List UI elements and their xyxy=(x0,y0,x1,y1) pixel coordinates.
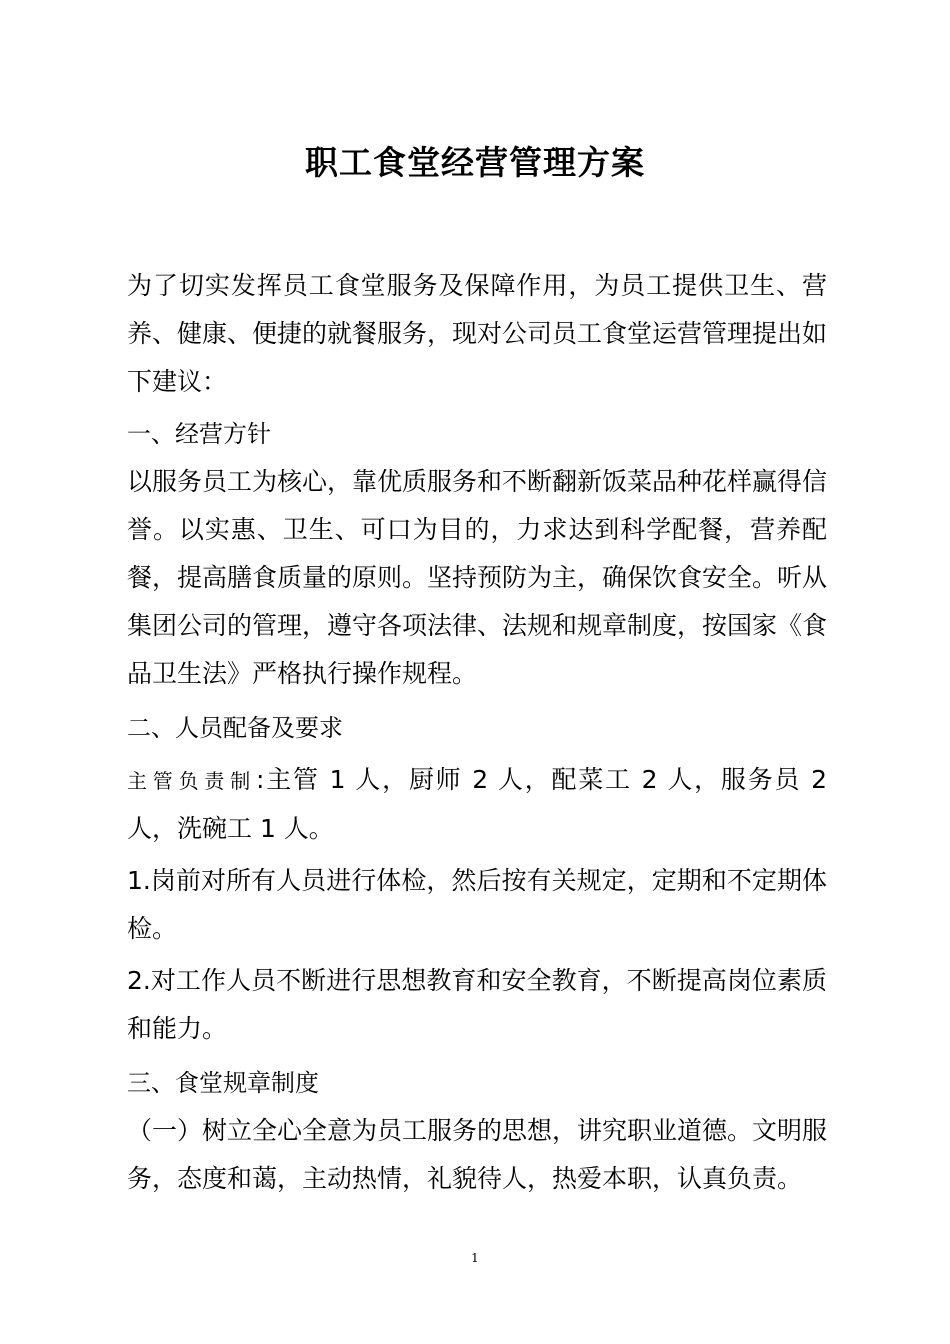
document-body xyxy=(127,262,827,1203)
staffing-item-1: 1.岗前对所有人员进行体检，然后按有关规定，定期和不定期体检。 xyxy=(127,866,827,943)
intro-paragraph: 为了切实发挥员工食堂服务及保障作用，为员工提供卫生、营养、健康、便捷的就餐服务，现对公司员工食堂运营管理提出如下建议： xyxy=(127,271,828,396)
page-number: 1 xyxy=(471,1251,479,1265)
staffing-label: 主管负责制 xyxy=(127,769,257,793)
staffing-details: :主管 1 人，厨师 2 人，配菜工 2 人，服务员 2 人，洗碗工 1 人。 xyxy=(127,765,827,843)
document-title: 职工食堂经营管理方案 xyxy=(305,143,645,182)
rules-item-1: （一）树立全心全意为员工服务的思想，讲究职业道德。文明服务，态度和蔼，主动热情，礼貌待人，热爱本职，认真负责。 xyxy=(127,1116,828,1193)
staffing-paragraph xyxy=(127,756,827,853)
section-heading-rules: 三、食堂规章制度 xyxy=(127,1069,319,1097)
policy-paragraph: 以服务员工为核心，靠优质服务和不断翻新饭菜品种花样赢得信誉。以实惠、卫生、可口为目的，力求达到科学配餐，营养配餐，提高膳食质量的原则。坚持预防为主，确保饮食安全。听从集团公司的管理，遵守各项法律、法规和规章制度，按国家《食品卫生法》严格执行操作规程。 xyxy=(127,467,828,688)
section-heading-staffing: 二、人员配备及要求 xyxy=(127,714,343,742)
staffing-item-2: 2.对工作人员不断进行思想教育和安全教育，不断提高岗位素质和能力。 xyxy=(127,966,827,1043)
section-heading-policy: 一、经营方针 xyxy=(127,420,271,448)
